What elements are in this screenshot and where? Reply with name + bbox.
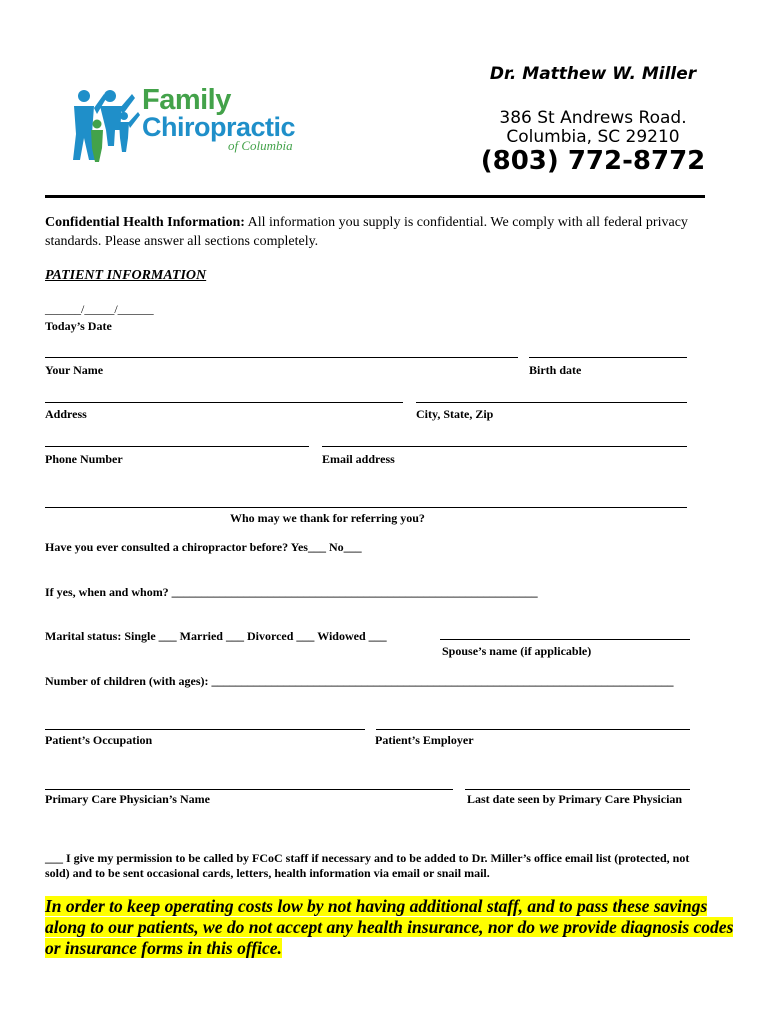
marital-status[interactable]: Marital status: Single ___ Married ___ Divorced ___ Widowed ___ <box>45 629 387 643</box>
occupation-line[interactable] <box>45 729 365 730</box>
occupation-label: Patient’s Occupation <box>45 733 153 747</box>
phone-line[interactable] <box>45 446 309 447</box>
address-line-2: Columbia, SC 29210 <box>506 127 680 147</box>
referral-label: Who may we thank for referring you? <box>230 511 425 525</box>
employer-line[interactable] <box>376 729 690 730</box>
physician-name-label: Primary Care Physician’s Name <box>45 792 210 806</box>
phone-number-label: Phone Number <box>45 452 123 466</box>
birth-date-label: Birth date <box>529 363 582 377</box>
email-line[interactable] <box>322 446 687 447</box>
if-yes-question[interactable]: If yes, when and whom? _____________________________________________________________ <box>45 585 538 599</box>
spouse-name-line[interactable] <box>440 639 690 640</box>
spouse-name-label: Spouse’s name (if applicable) <box>442 644 592 658</box>
todays-date-label: Today’s Date <box>45 319 112 333</box>
insurance-notice-text: In order to keep operating costs low by not having additional staff, and to pass these savings along to our patients, we do not accept any health insurance, nor do we provide diagnosis codes or insurance forms in this office. <box>45 896 734 958</box>
referral-line[interactable] <box>45 507 687 508</box>
city-state-zip-line[interactable] <box>416 402 687 403</box>
family-figures-icon <box>70 86 142 164</box>
doctor-name: Dr. Matthew W. Miller <box>489 64 697 84</box>
email-address-label: Email address <box>322 452 395 466</box>
address-line[interactable] <box>45 402 403 403</box>
employer-label: Patient’s Employer <box>375 733 474 747</box>
logo-family-text: Family <box>142 84 231 116</box>
city-state-zip-label: City, State, Zip <box>416 407 494 421</box>
permission-line-1[interactable]: ___ I give my permission to be called by FCoC staff if necessary and to be added to Dr. Miller’s office email list (protected, not <box>45 851 690 865</box>
address-line-1: 386 St Andrews Road. <box>499 108 687 128</box>
date-blank[interactable]: ______/_____/______ <box>45 302 154 316</box>
address-label: Address <box>45 407 87 421</box>
consulted-question[interactable]: Have you ever consulted a chiropractor before? Yes___ No___ <box>45 540 362 554</box>
last-seen-label: Last date seen by Primary Care Physician <box>467 792 683 806</box>
confidentiality-intro <box>45 213 725 251</box>
birth-date-line[interactable] <box>529 357 687 358</box>
insurance-notice <box>45 896 735 959</box>
logo-of-columbia-text: of Columbia <box>228 138 293 153</box>
logo-chiropractic-text: Chiropractic <box>142 112 296 142</box>
office-phone: (803) 772-8772 <box>480 146 706 176</box>
header-divider <box>45 195 705 198</box>
phone-clip <box>478 146 708 176</box>
practice-logo <box>70 86 300 164</box>
physician-name-line[interactable] <box>45 789 453 790</box>
section-title: PATIENT INFORMATION <box>45 268 207 283</box>
permission-line-2: sold) and to be sent occasional cards, letters, health information via email or snail mail. <box>45 866 490 880</box>
last-seen-line[interactable] <box>465 789 690 790</box>
intro-text: All information you supply is confidential. We comply with all federal privacy standards. Please answer all sections completely. <box>45 215 688 249</box>
your-name-label: Your Name <box>45 363 104 377</box>
intro-lead: Confidential Health Information: <box>45 215 245 230</box>
name-line[interactable] <box>45 357 518 358</box>
children-question[interactable]: Number of children (with ages): _____________________________________________________________________________ <box>45 674 674 688</box>
